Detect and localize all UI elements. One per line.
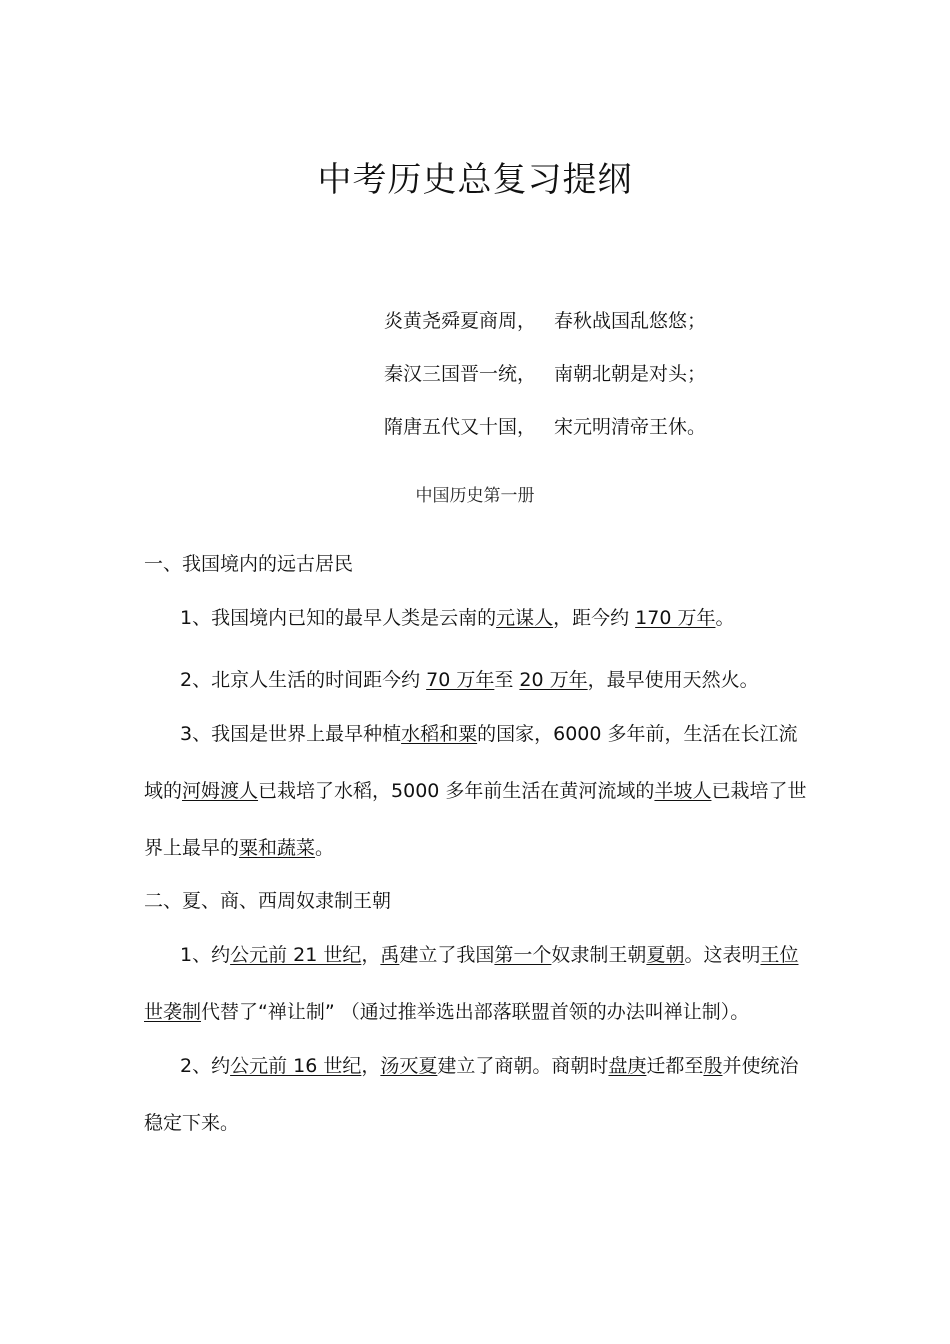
- poem-line-1-b: 春秋战国乱悠悠；: [554, 310, 707, 332]
- text: 建立了商朝。商朝时: [437, 1055, 609, 1077]
- text: 1、约: [180, 944, 231, 966]
- text: 建立了我国: [399, 944, 495, 966]
- underlined-term: 盘庚: [608, 1055, 647, 1077]
- section-1-item-3-line-2: [144, 776, 806, 803]
- document-title: 中考历史总复习提纲: [317, 160, 633, 200]
- underlined-term: 世袭制: [144, 1001, 202, 1023]
- underlined-term: 半坡人: [654, 780, 712, 802]
- underlined-term: 殷: [703, 1055, 723, 1077]
- section-2-item-1-line-1: [180, 940, 798, 967]
- underlined-term: 元谋人: [496, 607, 554, 629]
- text: 。这表明: [684, 944, 761, 966]
- text: 代替了“禅让制” （通过推举选出部落联盟首领的办法叫禅让制）。: [201, 1001, 750, 1023]
- text: 域的: [144, 780, 183, 802]
- text: 1、我国境内已知的最早人类是云南的: [180, 607, 497, 629]
- poem-line-2: [384, 359, 706, 386]
- text: ，: [361, 944, 381, 966]
- text: 迁都至: [646, 1055, 704, 1077]
- poem-line-1: [384, 306, 706, 333]
- text: 的国家，6000 多年前，生活在长江流: [477, 723, 798, 745]
- poem-line-2-a: 秦汉三国晋一统，: [384, 363, 537, 385]
- text: 并使统治: [722, 1055, 799, 1077]
- text: 奴隶制王朝: [551, 944, 647, 966]
- underlined-term: 禹: [380, 944, 400, 966]
- poem-line-3-a: 隋唐五代又十国，: [384, 416, 537, 438]
- underlined-term: 70 万年: [426, 669, 495, 691]
- underlined-term: 水稻和粟: [401, 723, 478, 745]
- section-2-heading: 二、夏、商、西周奴隶制王朝: [144, 890, 392, 912]
- section-1-item-3-line-1: [180, 719, 798, 746]
- section-1-item-1: [180, 603, 734, 630]
- underlined-term: 粟和蔬菜: [239, 837, 316, 859]
- section-2-item-2-line-1: [180, 1051, 798, 1078]
- text: 3、我国是世界上最早种植: [180, 723, 402, 745]
- section-1-item-3-line-3: [144, 833, 334, 860]
- text: 至: [494, 669, 520, 691]
- book-subtitle: 中国历史第一册: [415, 486, 535, 506]
- poem-line-2-b: 南朝北朝是对头；: [554, 363, 707, 385]
- underlined-term: 王位: [760, 944, 799, 966]
- text: ，距今约: [553, 607, 636, 629]
- poem-line-3-b: 宋元明清帝王休。: [554, 416, 707, 438]
- text: 已栽培了水稻，5000 多年前生活在黄河流域的: [258, 780, 655, 802]
- underlined-term: 第一个: [494, 944, 552, 966]
- underlined-term: 河姆渡人: [182, 780, 259, 802]
- section-1-item-2: [180, 665, 759, 692]
- underlined-term: 20 万年: [519, 669, 588, 691]
- underlined-term: 夏朝: [646, 944, 685, 966]
- poem-line-1-a: 炎黄尧舜夏商周，: [384, 310, 537, 332]
- text: 2、约: [180, 1055, 231, 1077]
- underlined-term: 公元前 21 世纪: [230, 944, 362, 966]
- text: ，: [361, 1055, 381, 1077]
- text: 已栽培了世: [711, 780, 807, 802]
- underlined-term: 170 万年: [635, 607, 716, 629]
- text: 。: [715, 607, 735, 629]
- text: 2、北京人生活的时间距今约: [180, 669, 427, 691]
- underlined-term: 公元前 16 世纪: [230, 1055, 362, 1077]
- text: 。: [315, 837, 335, 859]
- text: 界上最早的: [144, 837, 240, 859]
- text: ，最早使用天然火。: [587, 669, 759, 691]
- section-1-heading: 一、我国境内的远古居民: [144, 553, 354, 575]
- poem-line-3: [384, 412, 706, 439]
- section-2-item-2-line-2: 稳定下来。: [144, 1112, 240, 1134]
- section-2-item-1-line-2: [144, 997, 749, 1024]
- underlined-term: 汤灭夏: [380, 1055, 438, 1077]
